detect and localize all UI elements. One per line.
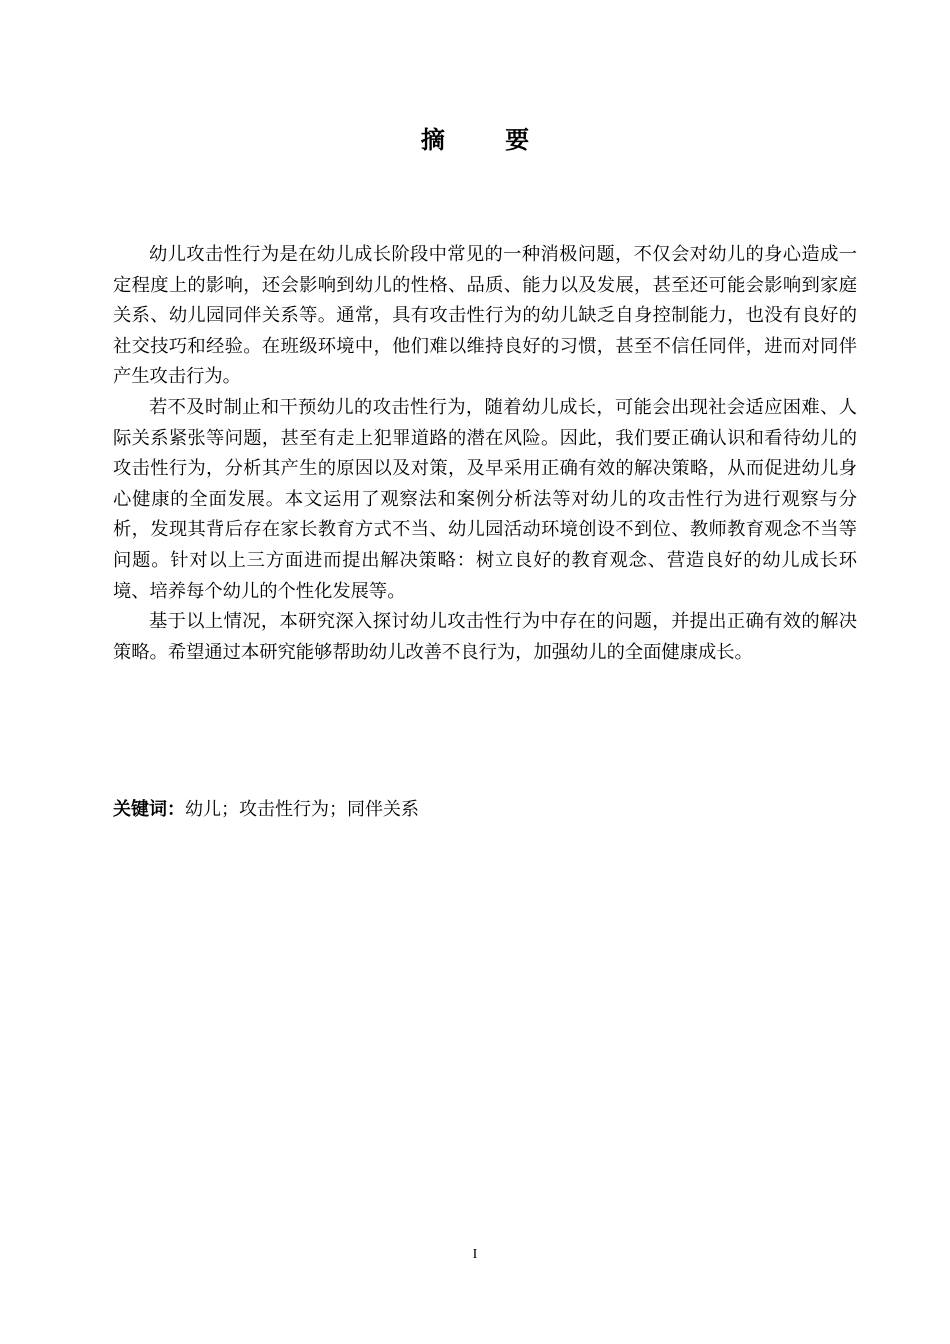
keywords-label: 关键词： — [113, 799, 185, 820]
abstract-paragraph-1: 幼儿攻击性行为是在幼儿成长阶段中常见的一种消极问题，不仅会对幼儿的身心造成一定程度上的影响，还会影响到幼儿的性格、品质、能力以及发展，甚至还可能会影响到家庭关系、幼儿园同伴关系等。通常，具有攻击性行为的幼儿缺乏自身控制能力，也没有良好的社交技巧和经验。在班级环境中，他们难以维持良好的习惯，甚至不信任同伴，进而对同伴产生攻击行为。 — [113, 244, 857, 388]
abstract-body — [113, 240, 857, 668]
page-number: I — [472, 1247, 478, 1262]
abstract-paragraph-2: 若不及时制止和干预幼儿的攻击性行为，随着幼儿成长，可能会出现社会适应困难、人际关系紧张等问题，甚至有走上犯罪道路的潜在风险。因此，我们要正确认识和看待幼儿的攻击性行为，分析其产生的原因以及对策，及早采用正确有效的解决策略，从而促进幼儿身心健康的全面发展。本文运用了观察法和案例分析法等对幼儿的攻击性行为进行观察与分析，发现其背后存在家长教育方式不当、幼儿园活动环境创设不到位、教师教育观念不当等问题。针对以上三方面进而提出解决策略：树立良好的教育观念、营造良好的幼儿成长环境、培养每个幼儿的个性化发展等。 — [113, 396, 857, 602]
keywords-value: 幼儿；攻击性行为；同伴关系 — [185, 799, 419, 820]
abstract-title: 摘 要 — [420, 125, 556, 154]
abstract-paragraph-3: 基于以上情况，本研究深入探讨幼儿攻击性行为中存在的问题，并提出正确有效的解决策略。希望通过本研究能够帮助幼儿改善不良行为，加强幼儿的全面健康成长。 — [113, 611, 857, 663]
keywords-line — [113, 796, 857, 824]
